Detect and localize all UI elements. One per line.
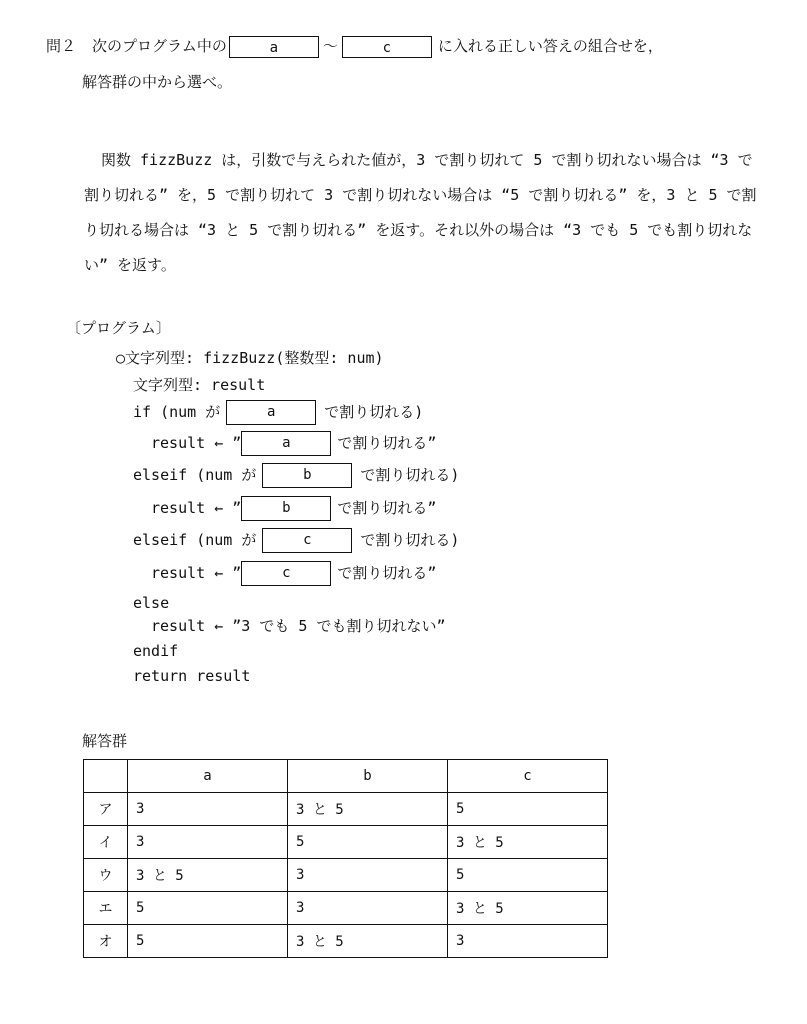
code-line-return: return result — [133, 667, 251, 685]
code-line-result-3 — [151, 561, 436, 585]
question-line-2: 解答群の中から選べ。 — [82, 73, 233, 91]
code-line-endif: endif — [133, 642, 179, 660]
answer-cell-c: 5 — [448, 793, 608, 826]
code-elseif1-suffix: で割り切れる) — [360, 466, 460, 484]
description-paragraph: 関数 fizzBuzz は，引数で与えられた値が，3 で割り切れて 5 で割り切れない場合は “3 で割り切れる” を，5 で割り切れて 3 で割り切れない場合は “5 で割り切れる” を，3 と 5 で割り切れる場合は “3 と 5 で割り切れる” を返す。それ以外の場合は “3 でも 5 でも割り切れない” を返す。 — [84, 151, 757, 274]
answer-label: オ — [84, 925, 128, 958]
code-if-prefix: if (num が — [133, 403, 221, 421]
answer-cell-a: 5 — [128, 892, 288, 925]
answer-cell-a: 3 と 5 — [128, 859, 288, 892]
code-elseif2-suffix: で割り切れる) — [360, 531, 460, 549]
answer-row[interactable] — [84, 859, 608, 892]
code-result1-prefix: result ← ” — [151, 434, 242, 452]
answer-cell-a: 3 — [128, 826, 288, 859]
code-if-blank-a: a — [226, 400, 316, 425]
answer-row[interactable] — [84, 826, 608, 859]
answer-row[interactable] — [84, 925, 608, 958]
answer-cell-b: 5 — [288, 826, 448, 859]
answer-label: イ — [84, 826, 128, 859]
code-line-function: ○文字列型: fizzBuzz(整数型: num) — [116, 349, 384, 367]
code-result1-blank-a: a — [241, 431, 331, 456]
blank-c-box: c — [342, 36, 432, 58]
code-line-if — [133, 400, 423, 424]
answers-table — [83, 759, 608, 958]
code-elseif1-prefix: elseif (num が — [133, 466, 257, 484]
blank-a-box: a — [229, 36, 319, 58]
code-line-result-1 — [151, 431, 436, 455]
code-line-else: else — [133, 594, 170, 612]
answer-cell-a: 3 — [128, 793, 288, 826]
code-line-result-4: result ← ”3 でも 5 でも割り切れない” — [151, 617, 446, 635]
code-result3-prefix: result ← ” — [151, 564, 242, 582]
answer-cell-c: 3 と 5 — [448, 826, 608, 859]
answers-corner-cell — [84, 760, 128, 793]
answer-cell-c: 3 — [448, 925, 608, 958]
code-elseif1-blank-b: b — [262, 463, 352, 488]
code-result3-suffix: で割り切れる” — [337, 564, 437, 582]
answer-cell-c: 3 と 5 — [448, 892, 608, 925]
answer-label: ウ — [84, 859, 128, 892]
answer-cell-b: 3 と 5 — [288, 925, 448, 958]
code-line-result-2 — [151, 496, 436, 520]
answer-cell-b: 3 — [288, 859, 448, 892]
code-result2-prefix: result ← ” — [151, 499, 242, 517]
code-result2-suffix: で割り切れる” — [337, 499, 437, 517]
question-intro: 次のプログラム中の — [92, 37, 227, 55]
answers-header-row — [84, 760, 608, 793]
code-elseif2-prefix: elseif (num が — [133, 531, 257, 549]
code-result1-suffix: で割り切れる” — [337, 434, 437, 452]
answer-label: ア — [84, 793, 128, 826]
answer-cell-c: 5 — [448, 859, 608, 892]
tilde: ～ — [322, 37, 338, 55]
question-line-1 — [46, 34, 663, 58]
answers-header-b: b — [288, 760, 448, 793]
answer-label: エ — [84, 892, 128, 925]
answers-header-a: a — [128, 760, 288, 793]
question-number: 問２ — [46, 37, 77, 55]
answers-heading: 解答群 — [82, 732, 128, 750]
code-elseif2-blank-c: c — [262, 528, 352, 553]
answer-row[interactable] — [84, 793, 608, 826]
code-if-suffix: で割り切れる) — [324, 403, 424, 421]
answer-cell-a: 5 — [128, 925, 288, 958]
answer-cell-b: 3 と 5 — [288, 793, 448, 826]
code-line-elseif-1 — [133, 463, 459, 487]
answer-cell-b: 3 — [288, 892, 448, 925]
answers-header-c: c — [448, 760, 608, 793]
code-result2-blank-b: b — [241, 496, 331, 521]
code-result3-blank-c: c — [241, 561, 331, 586]
code-line-elseif-2 — [133, 528, 459, 552]
program-heading: 〔プログラム〕 — [66, 319, 171, 337]
answer-row[interactable] — [84, 892, 608, 925]
code-line-decl: 文字列型: result — [133, 376, 266, 394]
question-intro-after: に入れる正しい答えの組合せを， — [437, 37, 663, 55]
